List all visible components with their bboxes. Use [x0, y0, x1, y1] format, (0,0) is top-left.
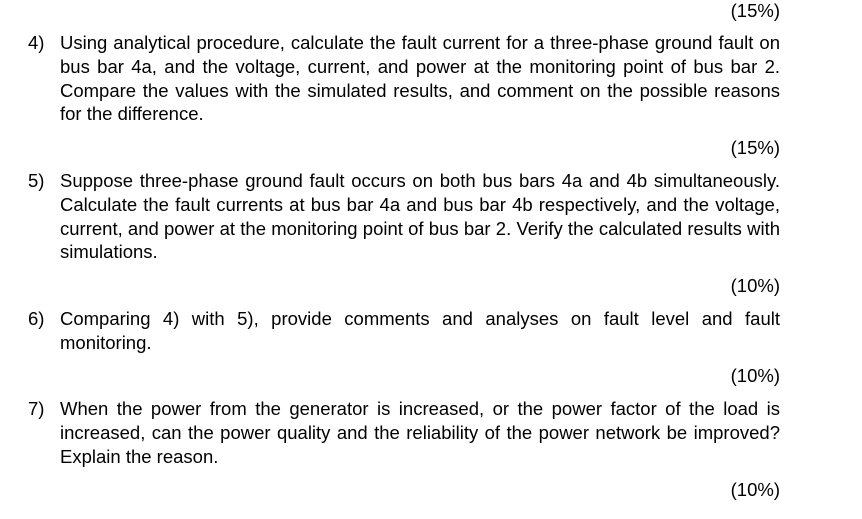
marks-question-4: (15%) — [730, 137, 780, 158]
question-number: 6) — [28, 308, 45, 329]
question-text: Comparing 4) with 5), provide comments and analyses on fault level and fault monitoring. — [60, 308, 780, 353]
marks-question-6: (10%) — [730, 365, 780, 386]
question-number: 4) — [28, 32, 45, 53]
question-text: Suppose three-phase ground fault occurs on both bus bars 4a and 4b simultaneously. Calculate the fault currents at bus bar 4a and bus bar 4b respectively, and the voltage, current, and power at the monitoring point of bus bar 2. Verify the calculated results with simulations. — [60, 170, 780, 263]
question-number: 5) — [28, 170, 45, 191]
marks-question-5: (10%) — [730, 275, 780, 296]
question-text: When the power from the generator is increased, or the power factor of the load is increased, can the power quality and the reliability of the power network be improved? Explain the reason. — [60, 398, 780, 467]
marks-question-7: (10%) — [730, 479, 780, 500]
marks-previous-question: (15%) — [730, 0, 780, 21]
question-text: Using analytical procedure, calculate the fault current for a three-phase ground fault on bus bar 4a, and the voltage, current, and power at the monitoring point of bus bar 2. Compare the values with the simulated results, and comment on the possible reasons for the difference. — [60, 32, 780, 125]
question-7 — [28, 397, 780, 468]
question-6 — [28, 307, 780, 355]
question-4 — [28, 31, 780, 126]
question-5 — [28, 169, 780, 264]
question-number: 7) — [28, 398, 45, 419]
